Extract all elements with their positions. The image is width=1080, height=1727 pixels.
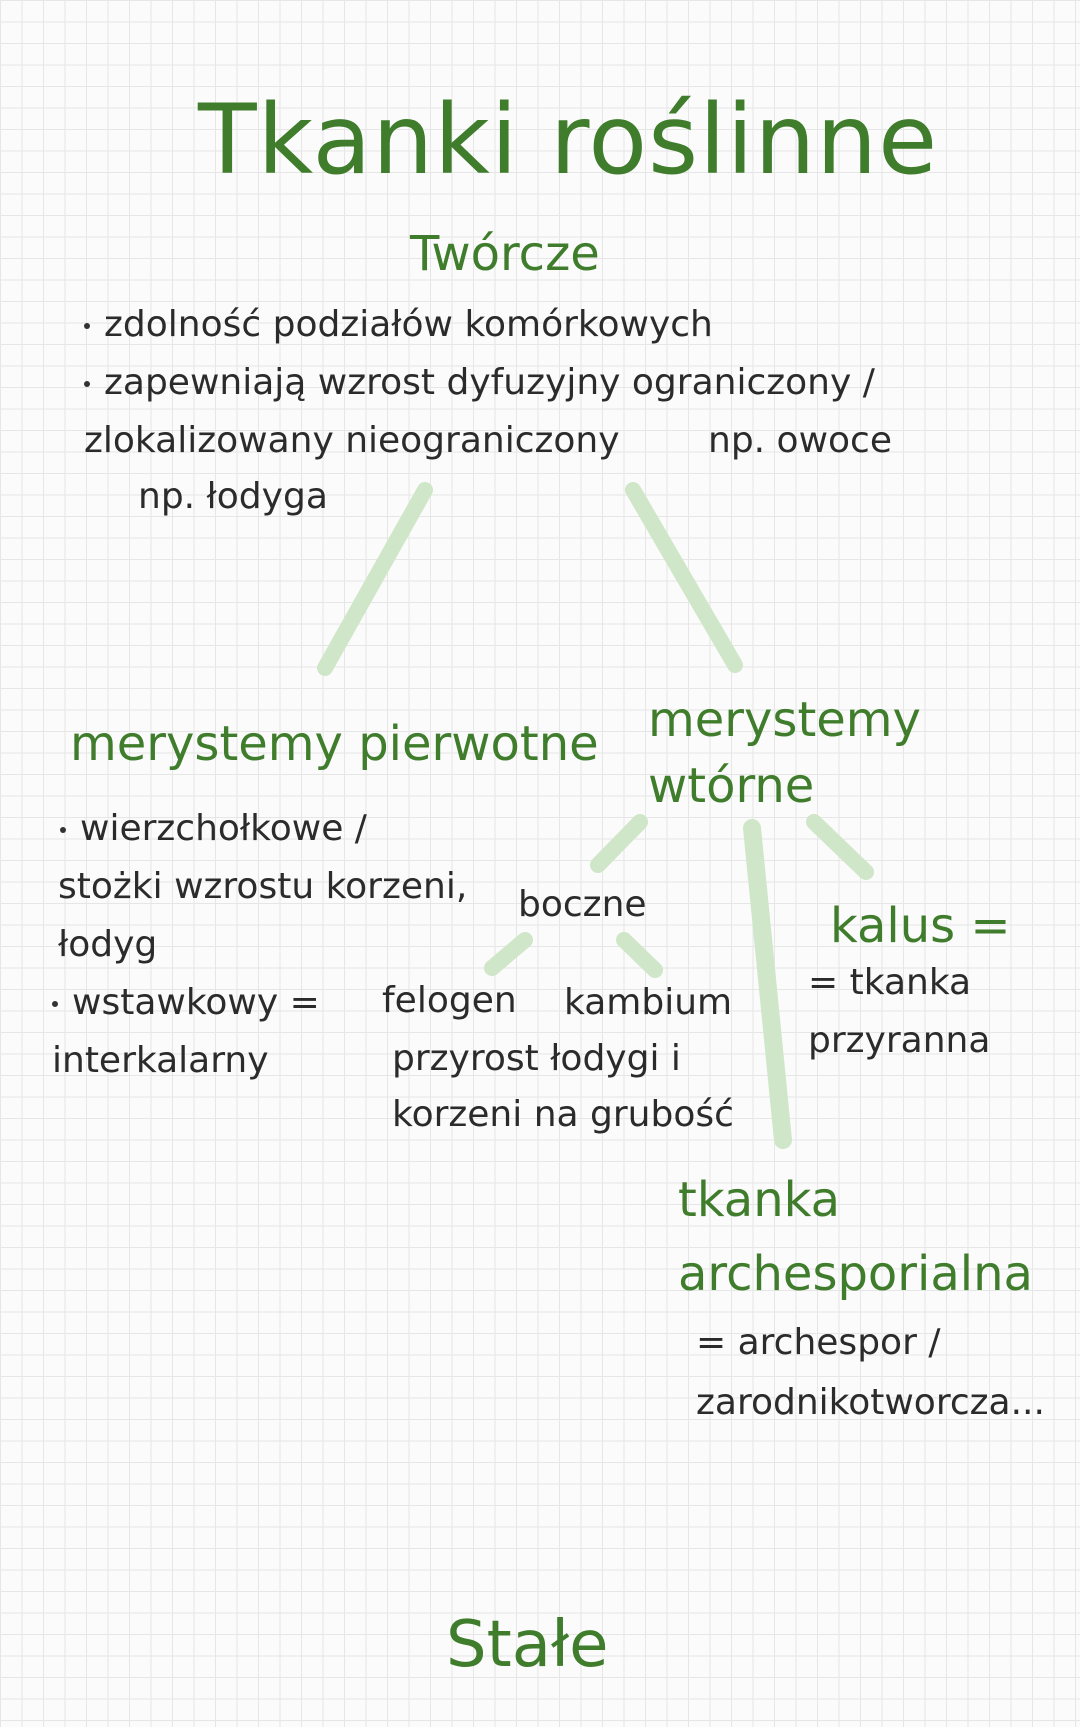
connector-boczne-kambium	[624, 940, 655, 970]
tworcze-line-3-left: zlokalizowany nieograniczony	[84, 420, 620, 461]
kambium-label: kambium	[564, 982, 733, 1023]
pierwotne-heading: merystemy pierwotne	[70, 716, 599, 772]
bullet-dot	[52, 1001, 58, 1007]
archesporialna-def-2: zarodnikotworcza...	[696, 1382, 1045, 1423]
tworcze-line-4: np. łodyga	[138, 476, 328, 517]
boczne-label: boczne	[518, 884, 647, 925]
pierwotne-bullet-2-line-2: interkalarny	[52, 1040, 269, 1081]
tworcze-bullet-1-text: zdolność podziałów komórkowych	[104, 304, 713, 345]
tworcze-heading: Twórcze	[410, 226, 600, 282]
pierwotne-bullet-1-line-2: stożki wzrostu korzeni,	[58, 866, 468, 907]
bullet-dot	[84, 323, 90, 329]
pierwotne-bullet-1-line-3: łodyg	[58, 924, 158, 965]
stale-heading: Stałe	[446, 1608, 609, 1682]
tworcze-bullet-2-text: zapewniają wzrost dyfuzyjny ograniczony /	[104, 362, 875, 403]
connector-tworcze-wtorne	[633, 490, 735, 665]
connector-tworcze-pierwotne	[325, 490, 425, 668]
tworcze-bullet-2	[84, 362, 875, 403]
kalus-heading: kalus =	[830, 898, 1011, 954]
bullet-dot	[84, 381, 90, 387]
connector-wtorne-kalus	[814, 822, 866, 872]
connector-wtorne-archesporialna	[752, 828, 783, 1140]
archesporialna-heading-line-1: tkanka	[678, 1172, 840, 1228]
bullet-dot	[60, 827, 66, 833]
felogen-label: felogen	[382, 980, 517, 1021]
pierwotne-bullet-1	[60, 808, 367, 849]
page-title: Tkanki roślinne	[198, 84, 939, 196]
pierwotne-bullet-2	[52, 982, 320, 1023]
wtorne-heading-line-1: merystemy	[648, 692, 921, 748]
tworcze-bullet-1	[84, 304, 713, 345]
archesporialna-def-1: = archespor /	[696, 1322, 941, 1363]
pierwotne-bullet-2-text: wstawkowy =	[72, 982, 320, 1023]
kalus-line-1: = tkanka	[808, 962, 972, 1003]
connector-boczne-felogen	[492, 940, 525, 968]
kalus-line-2: przyranna	[808, 1020, 991, 1061]
connector-wtorne-boczne	[598, 822, 640, 865]
tworcze-line-3-right: np. owoce	[708, 420, 892, 461]
przyrost-line-1: przyrost łodygi i	[392, 1038, 681, 1079]
pierwotne-bullet-1-text: wierzchołkowe /	[80, 808, 367, 849]
archesporialna-heading-line-2: archesporialna	[678, 1246, 1033, 1302]
wtorne-heading-line-2: wtórne	[648, 758, 815, 814]
przyrost-line-2: korzeni na grubość	[392, 1094, 734, 1135]
